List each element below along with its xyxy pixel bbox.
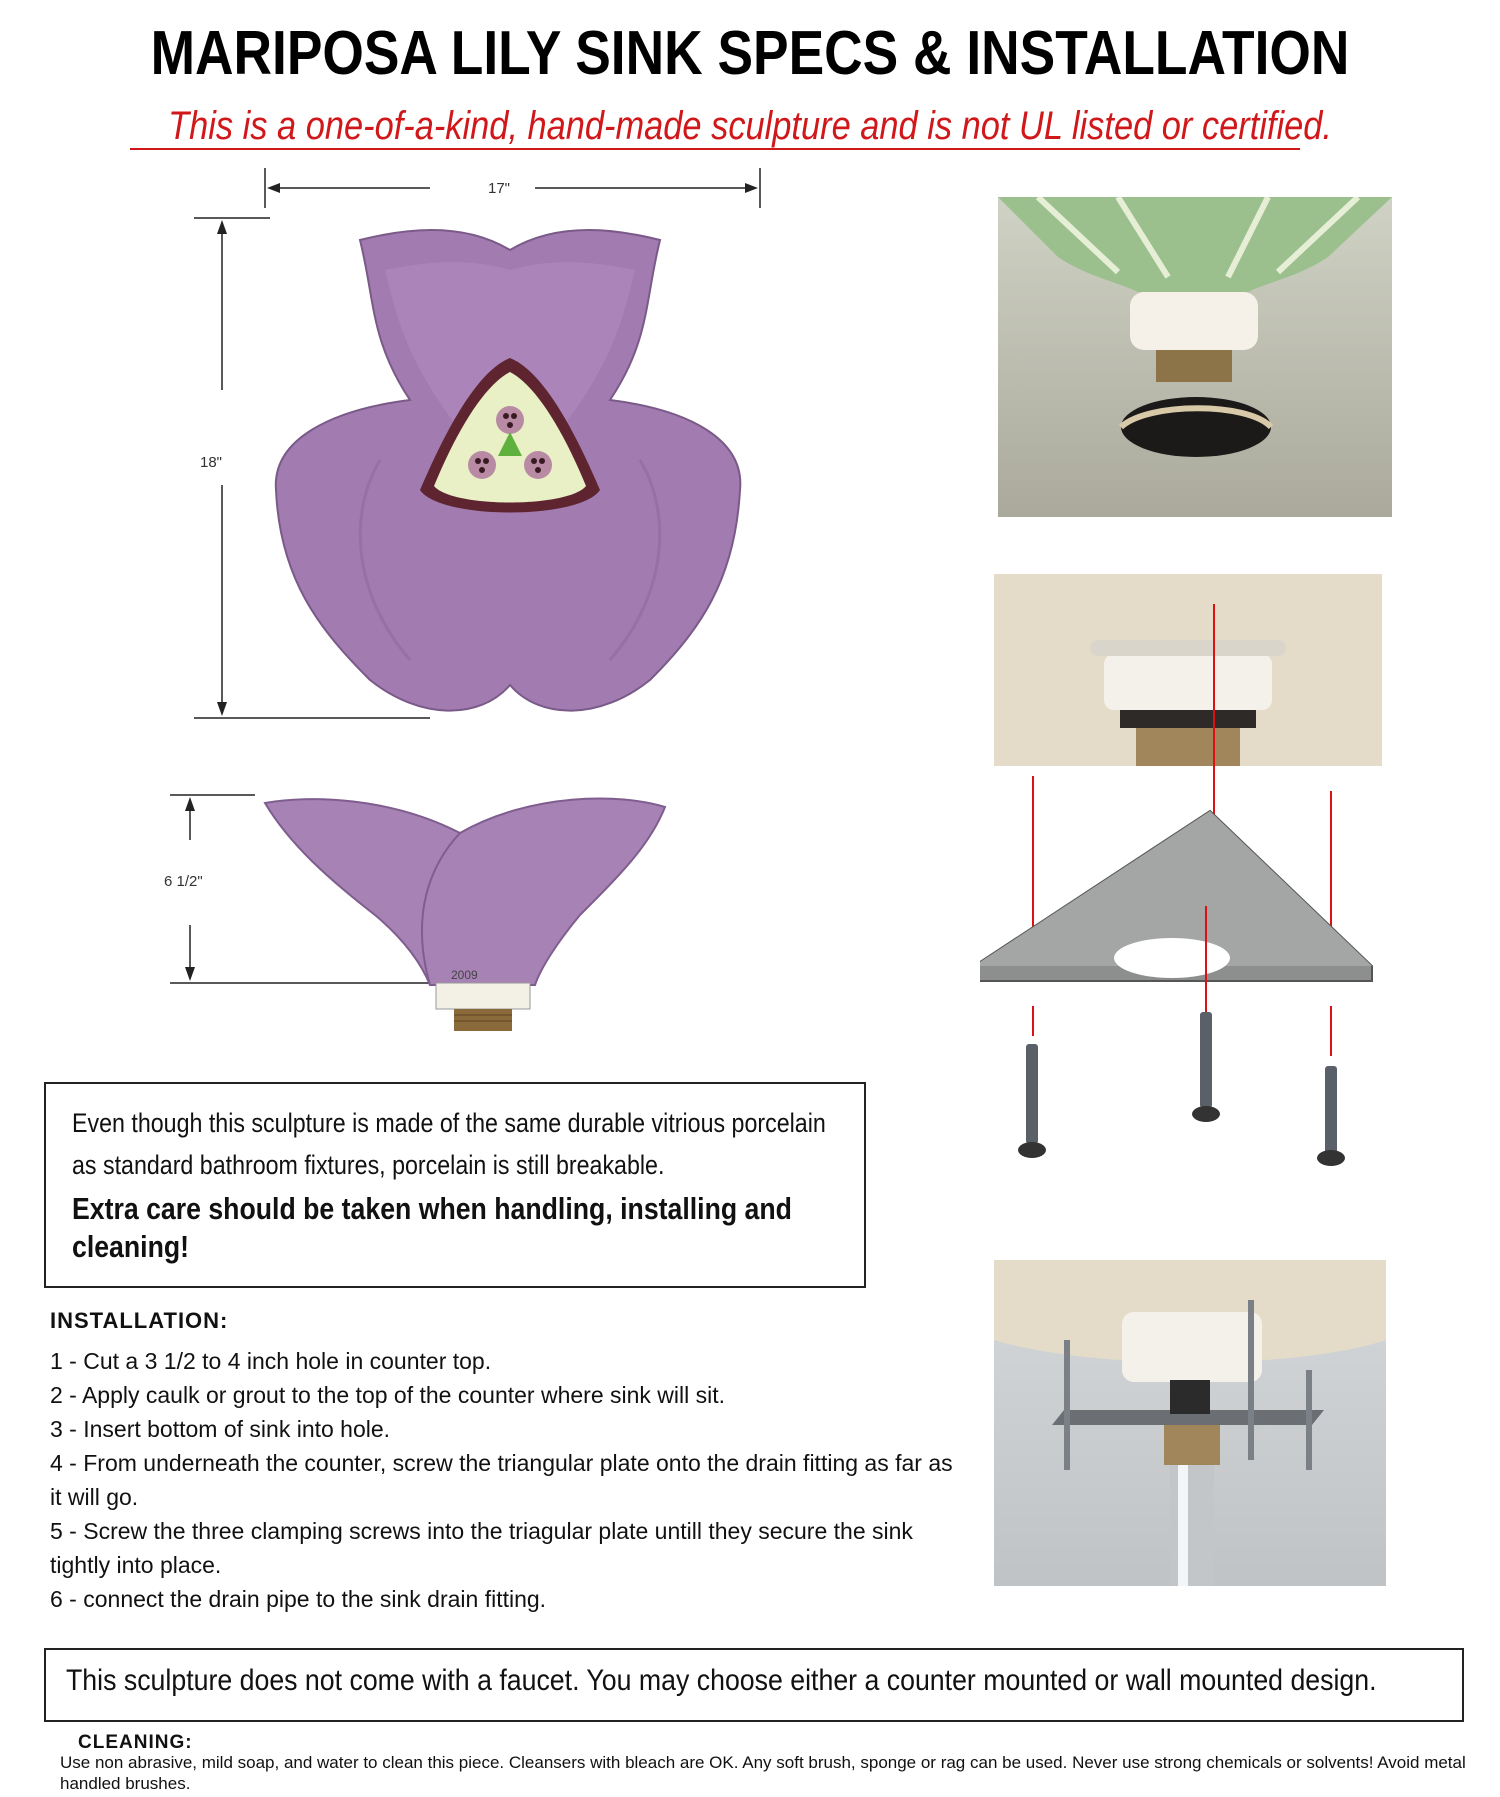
installation-step: 6 - connect the drain pipe to the sink drain fitting. [50,1586,547,1612]
page-title: MARIPOSA LILY SINK SPECS & INSTALLATION [150,19,1350,88]
faucet-note-box [44,1648,1464,1722]
installation-step: 1 - Cut a 3 1/2 to 4 inch hole in counter top. [50,1348,492,1374]
cleaning-heading: CLEANING: [78,1732,193,1753]
photo-installed-plate [994,1260,1386,1586]
lily-sink-top [276,230,741,711]
disclaimer-subtitle: This is a one-of-a-kind, hand-made sculpture and is not UL listed or certified. [168,104,1332,148]
installation-step: 3 - Insert bottom of sink into hole. [50,1416,391,1442]
installation-heading: INSTALLATION: [50,1308,229,1333]
photo-counter-underside [994,574,1382,766]
plate-and-screws-diagram [980,766,1400,1166]
sink-side-view-diagram [160,785,780,1045]
installation-step: 5 - Screw the three clamping screws into the triagular plate untill they secure the sink tightly into place. [50,1518,913,1578]
lily-sink-side [265,799,665,985]
cleaning-text: Use non abrasive, mild soap, and water to clean this piece. Cleansers with bleach are OK. Any soft brush, sponge or rag can be used. Never use strong chemicals or solvents! Avoid metal handled brushes. [60,1753,1466,1793]
faucet-note-text: This sculpture does not come with a faucet. You may choose either a counter mounted or wall mounted design. [66,1664,1377,1697]
artist-stamp: 2009 [451,968,478,982]
width-dimension-label: 17" [488,180,511,197]
sink-top-view-diagram [180,160,780,740]
installation-steps [50,1344,970,1616]
height-dimension-label: 18" [200,454,223,471]
subtitle-underline [130,148,1300,150]
depth-dimension-label: 6 1/2" [164,873,203,890]
photo-drain-over-hole [998,197,1392,517]
installation-step: 2 - Apply caulk or grout to the top of the counter where sink will sit. [50,1382,726,1408]
installation-step: 4 - From underneath the counter, screw the triangular plate onto the drain fitting as far as it will go. [50,1450,953,1510]
care-notice-box [44,1082,866,1288]
clamping-screw [1018,1012,1345,1166]
care-warning-text: Extra care should be taken when handling, installing and cleaning! [72,1191,792,1264]
care-notice-text: Even though this sculpture is made of the same durable vitrious porcelain as standard bathroom fixtures, porcelain is still breakable. [72,1108,826,1180]
